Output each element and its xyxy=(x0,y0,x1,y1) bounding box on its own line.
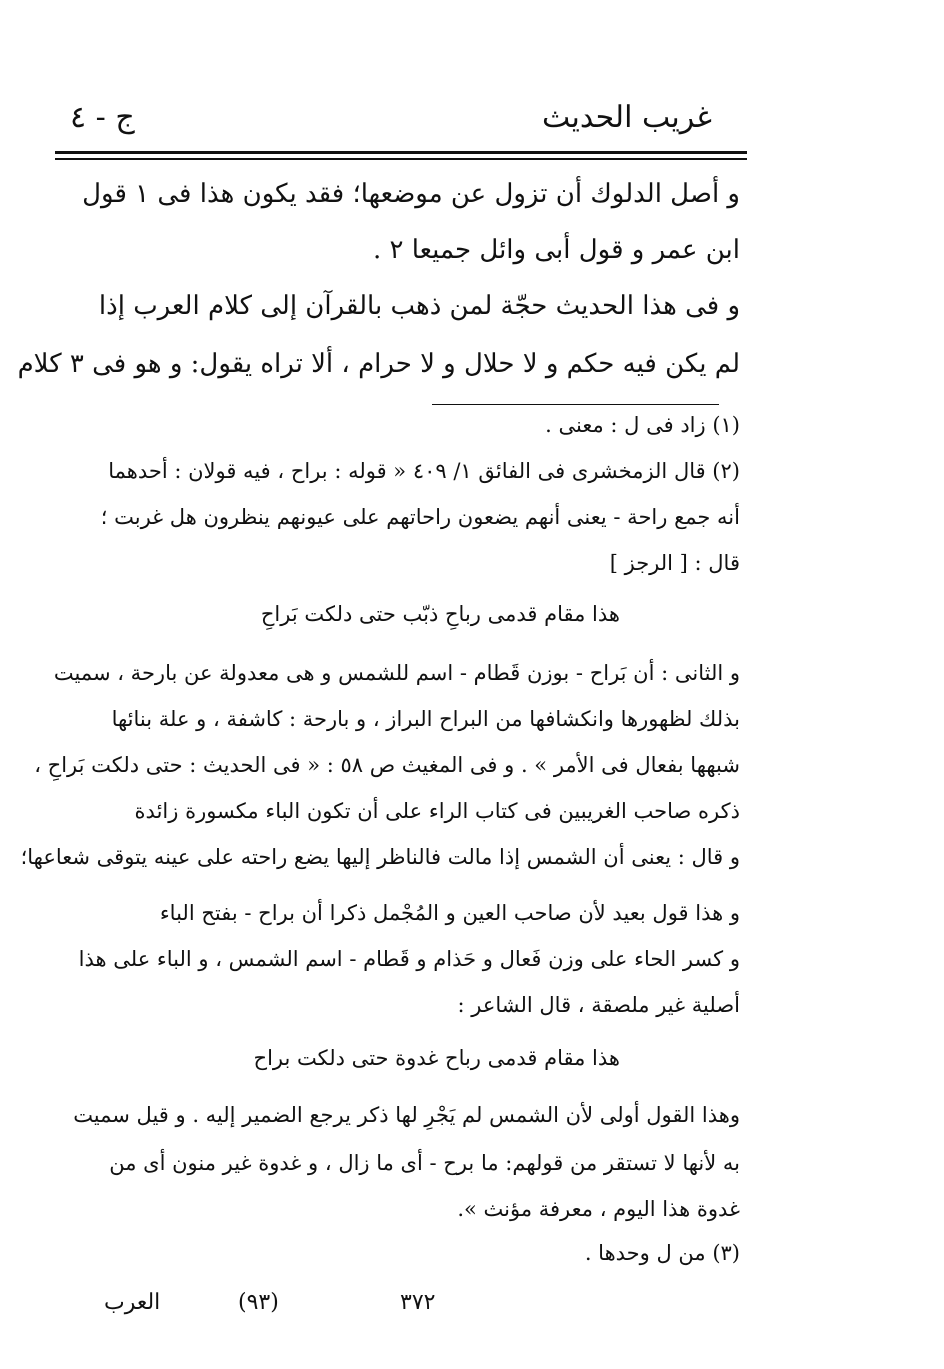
fn2-cont-line-1: و الثانى : أن بَراح - بوزن قَطام - اسم للشمس و هى معدولة عن بارحة ، سميت xyxy=(53,661,740,685)
fn2-end-line-1: وهذا القول أولى لأن الشمس لم يَجْرِ لها ذكر يرجع الضمير إليه . و قيل سميت xyxy=(73,1103,740,1127)
main-line-1: و أصل الدلوك أن تزول عن موضعها؛ فقد يكون هذا فى ١ قول xyxy=(82,179,740,209)
fn2-cont-line-3: شبهها بفعال فى الأمر » . و فى المغيث ص ٥٨ : « فى الحديث : حتى دلكت بَراحِ ، xyxy=(34,753,740,777)
verse-2: هذا مقام قدمى رباح غدوة حتى دلكت براح xyxy=(253,1046,620,1070)
page-number: ٣٧٢ xyxy=(400,1290,436,1315)
main-line-2: ابن عمر و قول أبى وائل جميعا ٢ . xyxy=(372,235,740,265)
fn2-cont-line-2: بذلك لظهورها وانكشافها من البراح البراز ، و بارحة : كاشفة ، و علة بنائها xyxy=(111,707,740,731)
footnote-1: (١) زاد فى ل : معنى . xyxy=(545,413,740,437)
verse-1: هذا مقام قدمى رباحِ ذبّب حتى دلكت بَراحِ xyxy=(260,602,620,626)
fn2-cont-line-8: أصلية غير ملصقة ، قال الشاعر : xyxy=(457,993,740,1017)
fn2-cont-line-6: و هذا قول بعيد لأن صاحب العين و المُجْمل ذكرا أن براح - بفتح الباء xyxy=(159,901,740,925)
footnote-2-line-2: أنه جمع راحة - يعنى أنهم يضعون راحاتهم على عيونهم ينظرون هل غربت ؛ xyxy=(100,505,740,529)
fn2-cont-line-4: ذكره صاحب الغريبين فى كتاب الراء على أن تكون الباء مكسورة زائدة xyxy=(134,799,740,823)
fn2-cont-line-7: و كسر الحاء على وزن فَعال و حَذام و قَطام - اسم الشمس ، و الباء على هذا xyxy=(78,947,740,971)
running-title: غريب الحديث xyxy=(542,100,712,135)
main-line-4: لم يكن فيه حكم و لا حلال و لا حرام ، ألا تراه يقول: و هو فى ٣ كلام xyxy=(17,349,740,379)
footnote-separator xyxy=(432,404,719,405)
footnote-2-line-3: قال : [ الرجز ] xyxy=(609,551,740,575)
footer-number: (٩٣) xyxy=(238,1290,279,1315)
fn2-cont-line-5: و قال : يعنى أن الشمس إذا مالت فالناظر إليها يضع راحته على عينه يتوقى شعاعها؛ xyxy=(20,845,740,869)
volume-label: ج - ٤ xyxy=(70,100,135,135)
header-rule-thin xyxy=(55,158,747,160)
fn2-end-line-2: به لأنها لا تستقر من قولهم: ما برح - أى ما زال ، و غدوة غير منون أى من xyxy=(109,1151,740,1175)
fn2-end-line-3: غدوة هذا اليوم ، معرفة مؤنث ». xyxy=(457,1197,740,1221)
main-line-3: و فى هذا الحديث حجّة لمن ذهب بالقرآن إلى كلام العرب إذا xyxy=(98,291,740,321)
footnote-3: (٣) من ل وحدها . xyxy=(584,1241,740,1265)
footnote-2-line-1: (٢) قال الزمخشرى فى الفائق ١/ ٤٠٩ « قوله : براح ، فيه قولان : أحدهما xyxy=(108,459,740,483)
footer-label: العرب xyxy=(104,1290,161,1315)
header-rule-thick xyxy=(55,151,747,154)
